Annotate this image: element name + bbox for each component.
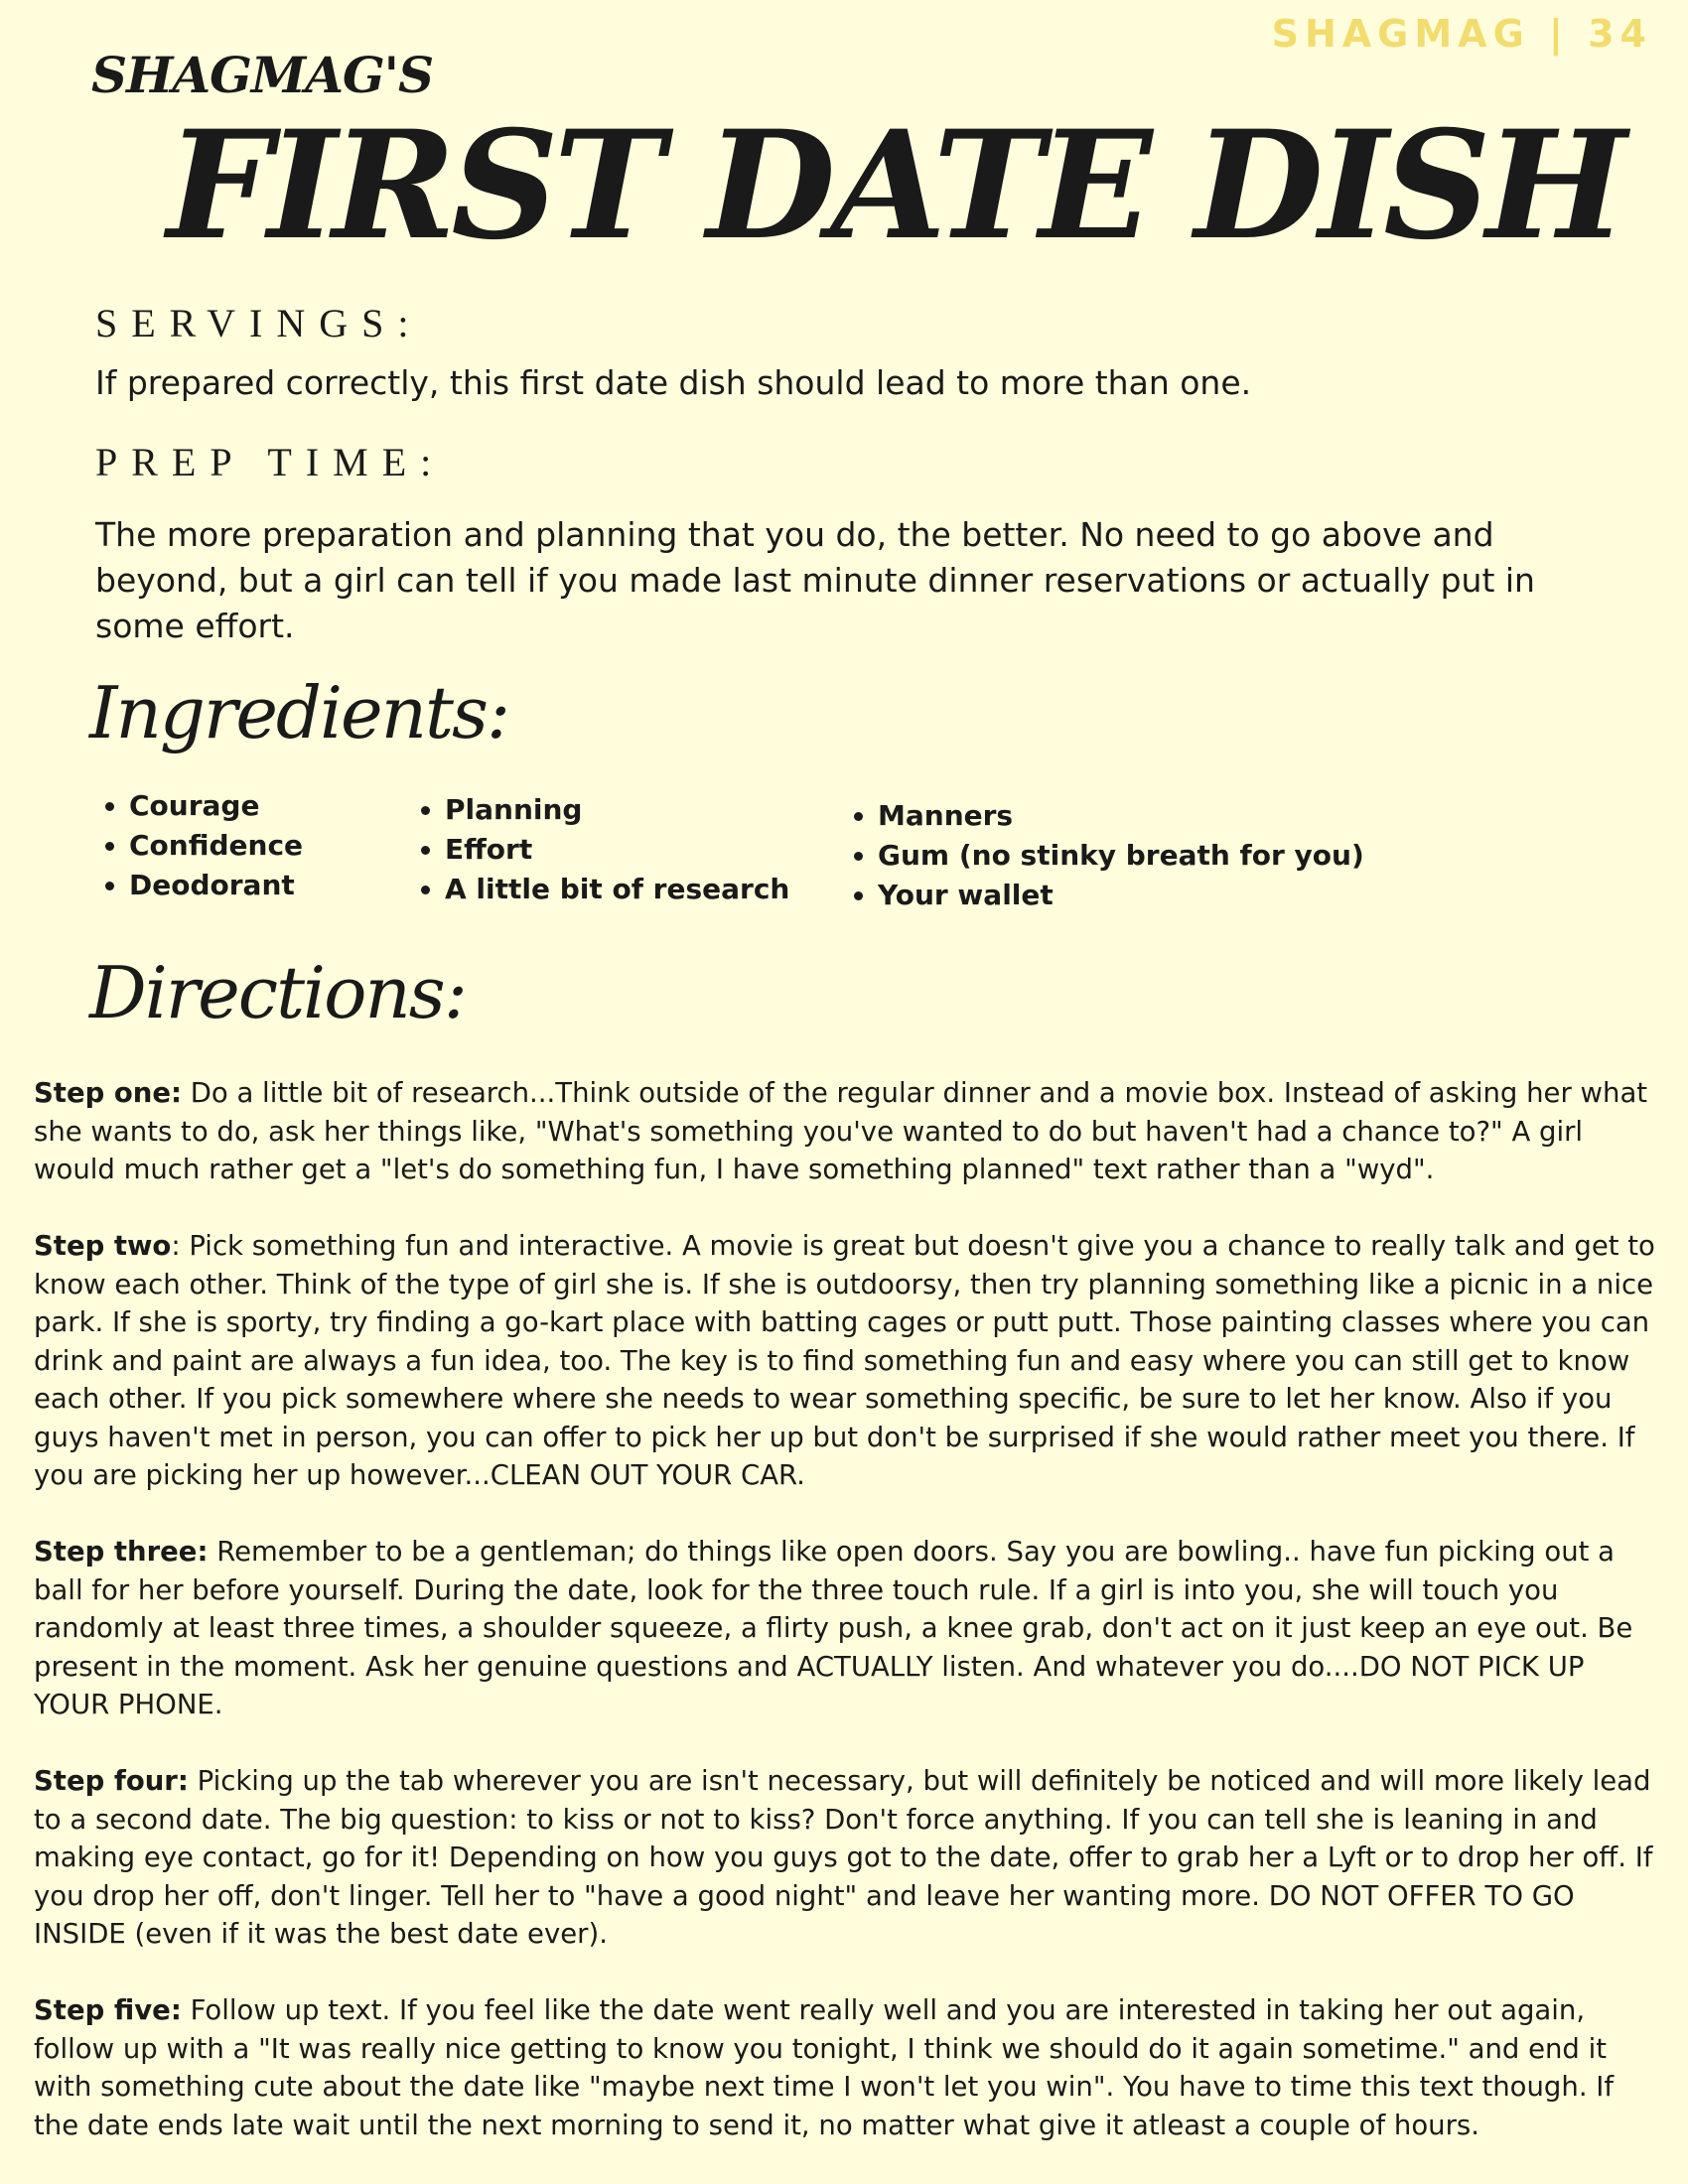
directions-body bbox=[34, 1074, 1662, 2183]
step-text: Do a little bit of research...Think outside of the regular dinner and a movie box. Instead of asking her what she wants to do, ask her things like, "What's something you've wanted to do but haven't had a chance to?" A girl would much rather get a "let's do something fun, I have something planned" text rather than a "wyd". bbox=[34, 1077, 1648, 1185]
step-text: Remember to be a gentleman; do things like open doors. Say you are bowling.. have fun picking out a ball for her before yourself. During the date, look for the three touch rule. If a girl is into you, she will touch you randomly at least three times, a shoulder squeeze, a flirty push, a knee grab, don't act on it just keep an eye out. Be present in the moment. Ask her genuine questions and ACTUALLY listen. And whatever you do....DO NOT PICK UP YOUR PHONE. bbox=[34, 1536, 1633, 1720]
ingredient-item: • Planning bbox=[445, 790, 789, 830]
step-paragraph bbox=[34, 1533, 1662, 1724]
ingredient-item: • A little bit of research bbox=[445, 870, 789, 909]
step-paragraph bbox=[34, 1227, 1662, 1495]
servings-label: SERVINGS: bbox=[95, 301, 423, 345]
ingredient-item: • Effort bbox=[445, 830, 789, 870]
ingredient-item: • Manners bbox=[878, 796, 1364, 836]
step-label: Step two bbox=[34, 1230, 172, 1262]
ingredient-item: • Gum (no stinky breath for you) bbox=[878, 836, 1364, 876]
ingredients-heading: Ingredients: bbox=[89, 671, 509, 754]
page-number-label: SHAGMAG | 34 bbox=[1271, 12, 1652, 56]
ingredients-list-column-2 bbox=[411, 790, 789, 909]
directions-heading: Directions: bbox=[89, 951, 466, 1034]
prep-time-text: The more preparation and planning that you do, the better. No need to go above and beyond, but a girl can tell if you made last minute dinner reservations or actually put in some effort. bbox=[95, 515, 1535, 645]
ingredients-list-column-1 bbox=[95, 786, 303, 905]
ingredient-item: • Deodorant bbox=[129, 866, 303, 905]
step-text: : Pick something fun and interactive. A movie is great but doesn't give you a chance to really talk and get to know each other. Think of the type of girl she is. If she is outdoorsy, then try planning something like a picnic in a nice park. If she is sporty, try finding a go-kart place with batting cages or putt putt. Those painting classes where you can drink and paint are always a fun idea, too. The key is to find something fun and easy where you can still get to know each other. If you pick somewhere where she needs to wear something specific, be sure to let her know. Also if you guys haven't met in person, you can offer to pick her up but don't be surprised if she would rather meet you there. If you are picking her up however...CLEAN OUT YOUR CAR. bbox=[34, 1230, 1655, 1491]
servings-text: If prepared correctly, this first date dish should lead to more than one. bbox=[95, 363, 1252, 402]
step-text: Follow up text. If you feel like the date went really well and you are interested in taking her out again, follow up with a "It was really nice getting to know you tonight, I think we should do it again sometime." and end it with something cute about the date like "maybe next time I won't let you win". You have to time this text though. If the date ends late wait until the next morning to send it, no matter what give it atleast a couple of hours. bbox=[34, 1994, 1615, 2141]
step-paragraph bbox=[34, 1991, 1662, 2144]
step-text: Picking up the tab wherever you are isn't necessary, but will definitely be noticed and will more likely lead to a second date. The big question: to kiss or not to kiss? Don't force anything. If you can tell she is leaning in and making eye contact, go for it! Depending on how you guys got to the date, offer to grab her a Lyft or to drop her off. If you drop her off, don't linger. Tell her to "have a good night" and leave her wanting more. DO NOT OFFER TO GO INSIDE (even if it was the best date ever). bbox=[34, 1765, 1653, 1950]
step-label: Step three: bbox=[34, 1536, 209, 1568]
ingredient-item: • Your wallet bbox=[878, 876, 1364, 915]
step-paragraph bbox=[34, 1762, 1662, 1954]
step-label: Step four: bbox=[34, 1765, 189, 1797]
magazine-kicker: SHAGMAG'S bbox=[91, 46, 434, 104]
ingredients-list-column-3 bbox=[844, 796, 1364, 915]
page-title: FIRST DATE DISH bbox=[167, 98, 1622, 273]
step-paragraph bbox=[34, 1074, 1662, 1189]
ingredient-item: • Courage bbox=[129, 786, 303, 826]
ingredient-item: • Confidence bbox=[129, 826, 303, 866]
step-label: Step five: bbox=[34, 1994, 182, 2026]
step-label: Step one: bbox=[34, 1077, 182, 1109]
prep-time-label: PREP TIME: bbox=[95, 440, 446, 484]
